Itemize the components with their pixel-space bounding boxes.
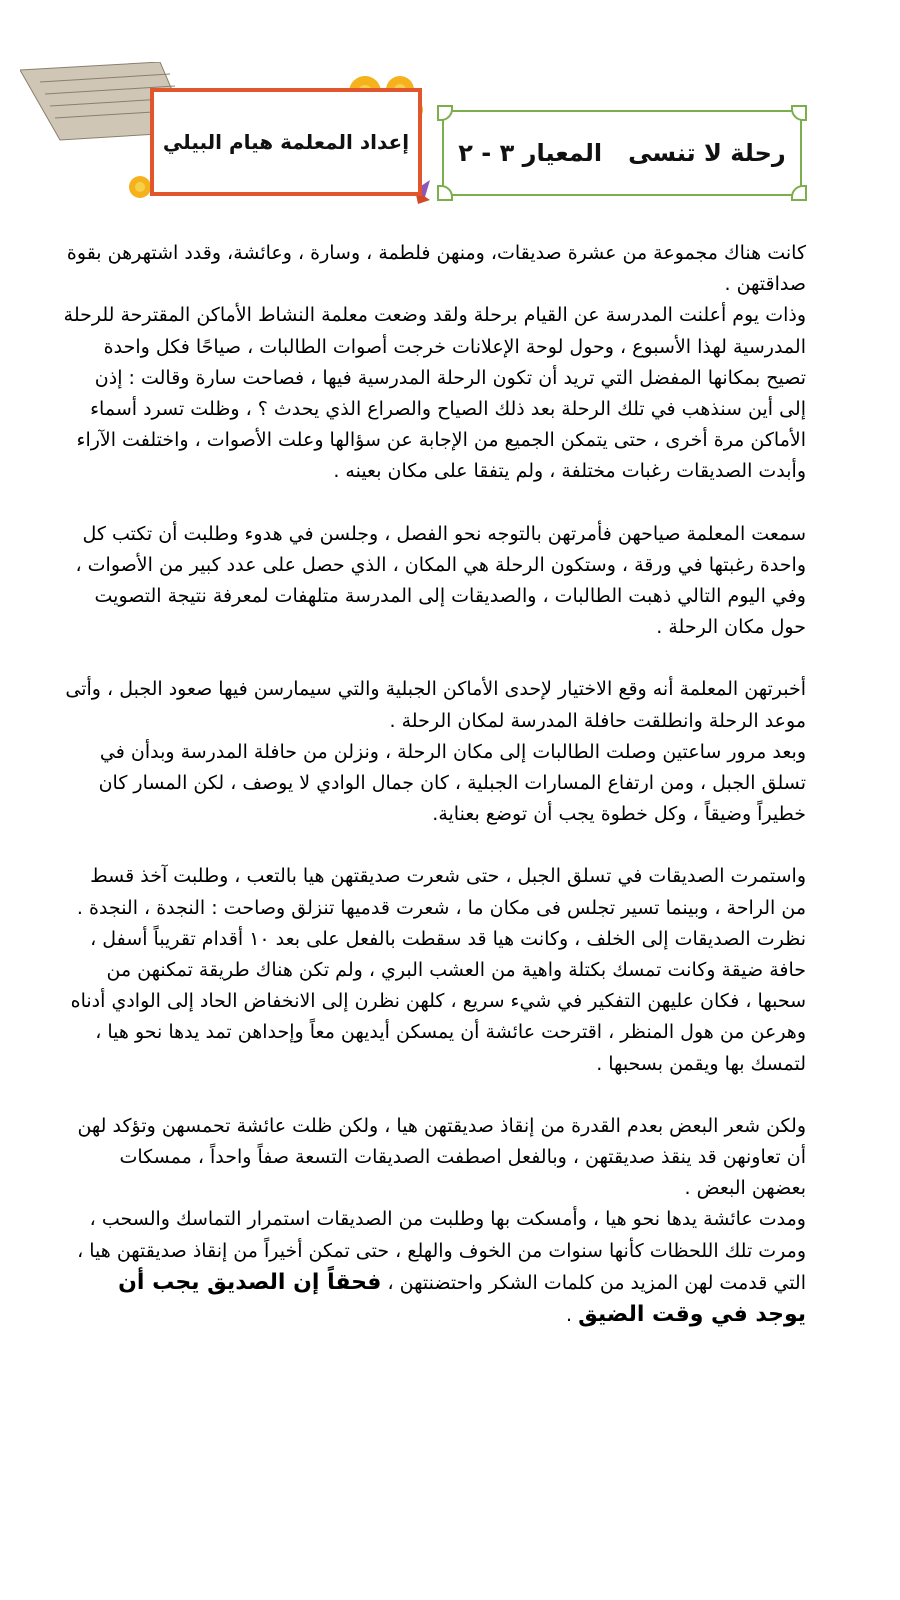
story-paragraph: وبعد مرور ساعتين وصلت الطالبات إلى مكان الرحلة ، ونزلن من حافلة المدرسة وبدأن في تسلق الجبل ، ومن ارتفاع المسارات الجبلية ، كان جمال الوادي لا يوصف ، لكن المسار كان خطيراً وضيقاً ، وكل خطوة يجب أن توضع بعناية. bbox=[98, 740, 806, 826]
story-paragraph: سمعت المعلمة صياحهن فأمرتهن بالتوجه نحو الفصل ، وجلسن في هدوء وطلبت أن تكتب كل واحدة رغبتها في ورقة ، وستكون الرحلة هي المكان ، الذي حصل على عدد كبير من الأصوات ، وفي اليوم التالي ذهبت الطالبات ، والصديقات إلى المدرسة متلهفات لمعرفة نتيجة التصويت حول مكان الرحلة . bbox=[75, 522, 806, 639]
story-paragraph: نظرت الصديقات إلى الخلف ، وكانت هيا قد سقطت بالفعل على بعد ١٠ أقدام تقريباً أسفل ، حافة ضيقة وكانت تمسك بكتلة واهية من العشب البري ، ولم تكن هناك طريقة تمكنهن من سحبها ، فكان عليهن التفكير في شيء سريع ، كلهن نظرن إلى الانخفاض الحاد إلى الوادي أدناه وهرعن من هول المنظر ، اقترحت عائشة أن يمسكن أيديهن معاً وإحداهن تمد يدها نحو هيا ، لتمسك بها ويقمن بسحبها . bbox=[70, 927, 806, 1075]
title-corner-ornament bbox=[437, 185, 453, 201]
title-corner-ornament bbox=[791, 185, 807, 201]
final-text: ومدت عائشة يدها نحو هيا ، وأمسكت بها وطلبت من الصديقات استمرار التماسك والسحب ، ومرت تلك اللحظات كأنها سنوات من الخوف والهلع ، حتى تمكن أخيراً من إنقاذ صديقتهن هيا ، التي قدمت لهن المزيد من كلمات الشكر واحتضنتهن ، bbox=[77, 1208, 806, 1294]
title-box bbox=[442, 110, 802, 196]
title-corner-ornament bbox=[791, 105, 807, 121]
story-paragraph: واستمرت الصديقات في تسلق الجبل ، حتى شعرت صديقتهن هيا بالتعب ، وطلبت آخذ قسط من الراحة ، وبينما تسير تجلس فى مكان ما ، شعرت قدميها تنزلق وصاحت : النجدة ، النجدة . bbox=[76, 865, 806, 919]
title-corner-ornament bbox=[437, 105, 453, 121]
moral-end: . bbox=[565, 1304, 573, 1327]
story-body bbox=[62, 238, 806, 1331]
story-paragraph: كانت هناك مجموعة من عشرة صديقات، ومنهن فلطمة ، وسارة ، وعائشة، وقدد اشتهرهن بقوة صداقتهن . bbox=[66, 242, 806, 296]
story-paragraph: أخبرتهن المعلمة أنه وقع الاختيار لإحدى الأماكن الجبلية والتي سيمارسن فيها صعود الجبل ، وأتى موعد الرحلة وانطلقت حافلة المدرسة لمكان الرحلة . bbox=[65, 678, 806, 732]
author-frame bbox=[150, 88, 422, 196]
author-credit: إعداد المعلمة هيام البيلي bbox=[162, 130, 410, 154]
story-paragraph: وذات يوم أعلنت المدرسة عن القيام برحلة ولقد وضعت معلمة النشاط الأماكن المقترحة للرحلة المدرسية لهذا الأسبوع ، وحول لوحة الإعلانات خرجت أصوات الطالبات ، صياحًا فكل واحدة تصيح بمكانها المفضل التي تريد أن تكون الرحلة المدرسية فيها ، فصاحت سارة وقالت : إذن إلى أين سنذهب في تلك الرحلة بعد ذلك الصياح والصراع الذي يحدث ؟ ، وظلت تسرد أسماء الأماكن مرة أخرى ، حتى يتمكن الجميع من الإجابة عن سؤالها وعلت الأصوات ، واختلفت الآراء وأبدت الصديقات رغبات مختلفة ، ولم يتفقا على مكان بعينه . bbox=[63, 304, 806, 483]
story-paragraph: ولكن شعر البعض بعدم القدرة من إنقاذ صديقتهن هيا ، ولكن ظلت عائشة تحمسهن وتؤكد لهن أن تعاونهن قد ينقذ صديقتهن ، وبالفعل اصطفت الصديقات التسعة صفاً واحداً ، ممسكات بعضهن البعض . bbox=[77, 1114, 806, 1200]
page-title bbox=[458, 139, 785, 167]
story-title: رحلة لا تنسى bbox=[628, 139, 786, 167]
story-final-paragraph bbox=[62, 1204, 806, 1331]
story-moral: فحقاً إن الصديق يجب أن يوجد في وقت الضيق bbox=[118, 1269, 806, 1328]
standard-label: المعيار ٣ - ٢ bbox=[458, 139, 603, 167]
